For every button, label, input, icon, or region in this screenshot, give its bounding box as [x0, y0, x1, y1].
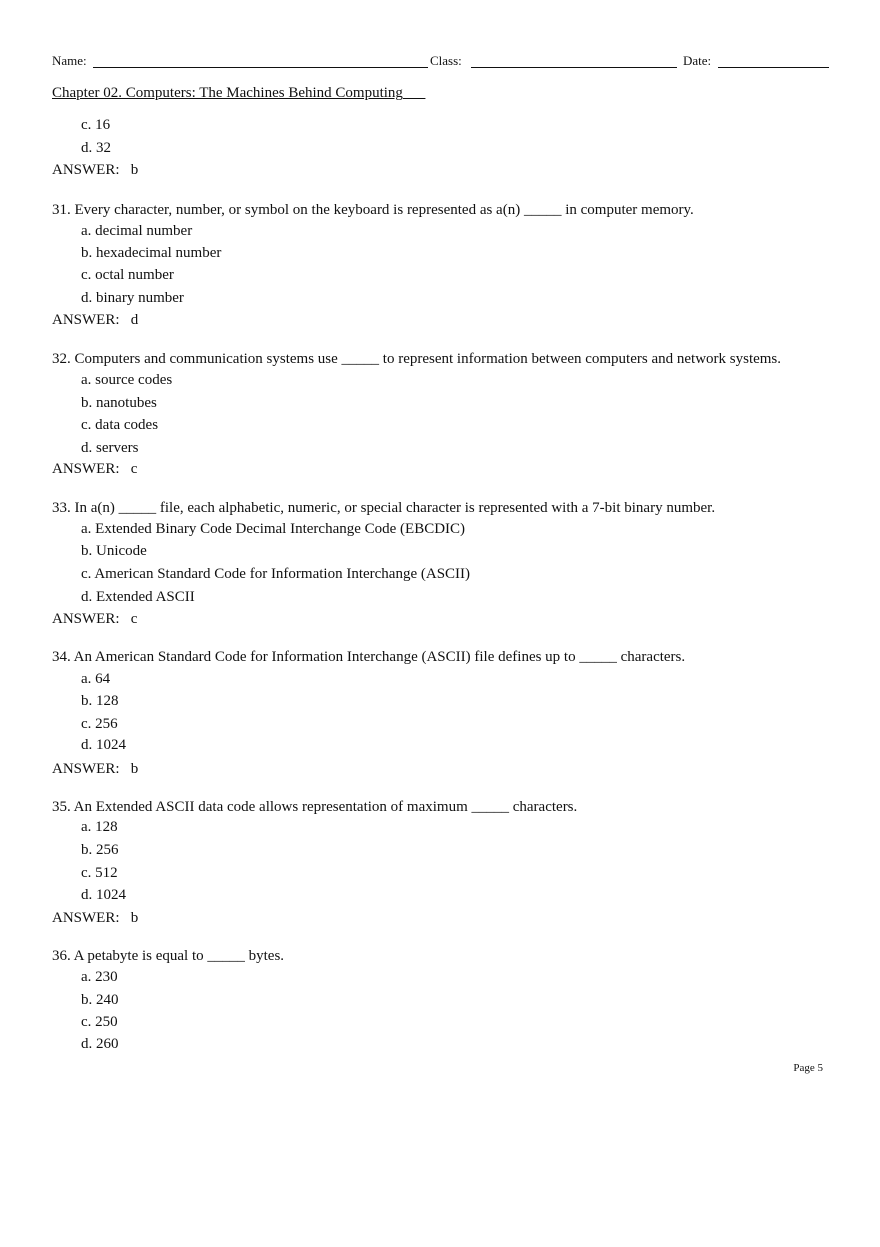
answer-label: ANSWER: [52, 761, 120, 777]
answer-value: d [130, 312, 139, 328]
answer-line [52, 461, 137, 478]
answer-line [52, 910, 138, 927]
option: a. decimal number [81, 223, 193, 239]
option: d. binary number [81, 290, 184, 306]
option: b. 240 [81, 992, 119, 1008]
option: c. American Standard Code for Information Interchange (ASCII) [81, 566, 471, 582]
question-text: 35. An Extended ASCII data code allows representation of maximum _____ characters. [52, 799, 578, 815]
answer-label: ANSWER: [52, 312, 120, 328]
option: c. 256 [81, 716, 118, 732]
answer-value: b [130, 761, 139, 777]
answer-label: ANSWER: [52, 611, 120, 627]
option: c. 512 [81, 865, 118, 881]
class-label: Class: [430, 53, 462, 68]
option: d. 1024 [81, 887, 126, 903]
option: c. 16 [81, 117, 111, 133]
option: d. 32 [81, 140, 111, 156]
answer-line [52, 312, 138, 329]
date-label: Date: [683, 53, 712, 68]
answer-value: c [130, 611, 138, 627]
answer-line [52, 162, 138, 179]
question-text: 33. In a(n) _____ file, each alphabetic, numeric, or special character is represented with a 7-bit binary number. [52, 500, 716, 516]
option: a. Extended Binary Code Decimal Interchange Code (EBCDIC) [81, 521, 466, 537]
answer-line [52, 761, 138, 778]
question-text: 32. Computers and communication systems use _____ to represent information between computers and network systems. [52, 351, 782, 367]
name-field-line[interactable] [93, 67, 428, 68]
question-text: 36. A petabyte is equal to _____ bytes. [52, 948, 285, 964]
option: a. 64 [81, 671, 111, 687]
answer-line [52, 611, 137, 628]
option: c. data codes [81, 417, 159, 433]
option: d. 1024 [81, 737, 126, 753]
answer-value: b [130, 910, 139, 926]
option: d. servers [81, 440, 139, 456]
option: b. 256 [81, 842, 119, 858]
question-text: 34. An American Standard Code for Information Interchange (ASCII) file defines up to _____ characters. [52, 649, 686, 665]
option: a. 128 [81, 819, 118, 835]
page-number: Page 5 [793, 1062, 823, 1074]
option: b. 128 [81, 693, 119, 709]
answer-value: b [130, 162, 139, 178]
answer-label: ANSWER: [52, 461, 120, 477]
answer-label: ANSWER: [52, 910, 120, 926]
option: d. 260 [81, 1036, 119, 1052]
option: c. 250 [81, 1014, 118, 1030]
option: b. nanotubes [81, 395, 157, 411]
option: a. 230 [81, 969, 118, 985]
chapter-title: Chapter 02. Computers: The Machines Behind Computing [52, 85, 403, 101]
option: c. octal number [81, 267, 174, 283]
question-text: 31. Every character, number, or symbol on the keyboard is represented as a(n) _____ in computer memory. [52, 202, 694, 218]
answer-value: c [130, 461, 138, 477]
option: b. hexadecimal number [81, 245, 222, 261]
option: d. Extended ASCII [81, 589, 195, 605]
option: b. Unicode [81, 543, 147, 559]
name-label: Name: [52, 53, 87, 68]
header-fields [52, 52, 829, 72]
class-field-line[interactable] [471, 67, 677, 68]
answer-label: ANSWER: [52, 162, 120, 178]
date-field-line[interactable] [718, 67, 829, 68]
option: a. source codes [81, 372, 173, 388]
